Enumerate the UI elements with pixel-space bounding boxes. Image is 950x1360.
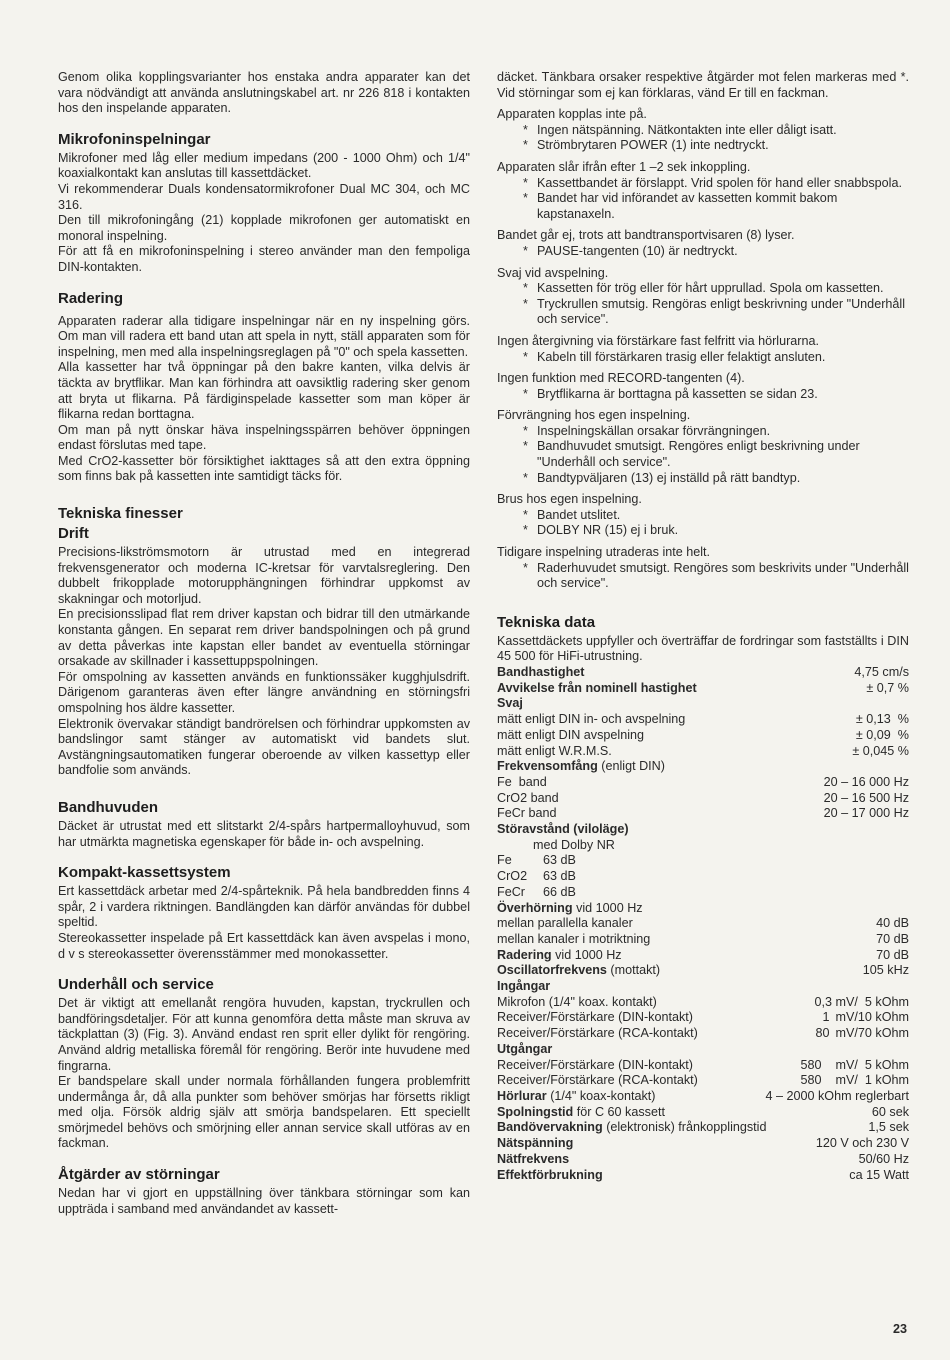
spec-value-number: 580 xyxy=(800,1073,822,1088)
spec-value: ± 0,7 % xyxy=(866,680,909,695)
spec-value: 20 – 17 000 Hz xyxy=(823,806,909,821)
spec-label: Utgångar xyxy=(497,1041,553,1056)
trouble-remedy: * Bandet utslitet. xyxy=(497,508,909,524)
paragraph: Precisions-likströmsmotorn är utrustad med en integrerad frekvensgenerator och moderna IC-kretsar för varvtalsreglering. Den dubbelt frikopplade motorupphängningen förhindrar uppkomst av skakningar och motorljud. xyxy=(58,545,470,606)
spec-label: Hörlurar xyxy=(497,1088,547,1103)
section-title-tekniska-data: Tekniska data xyxy=(497,613,596,631)
spec-value: 0,3 mV/ 5 kOhm xyxy=(814,994,909,1009)
spec-value: 20 – 16 500 Hz xyxy=(823,790,909,805)
spec-label: Ingångar xyxy=(497,979,551,994)
spec-row xyxy=(497,665,909,681)
section-title-radering: Radering xyxy=(58,289,124,307)
spec-sublabel: (mottakt) xyxy=(610,963,661,978)
spec-row xyxy=(497,1042,909,1058)
spec-value: ca 15 Watt xyxy=(849,1167,909,1182)
spec-row xyxy=(497,1152,909,1168)
spec-value: mV/ 5 kOhm xyxy=(835,1057,909,1072)
paragraph: En precisionsslipad flat rem driver kapstan och bidrar till den utmärkande konstanta gången. En separat rem driver bandspolningen och på grund av detta påverkas inte kapstan eller bandet av eventuella störningar orsakade av skillnader i kassettuppspolningen. xyxy=(58,607,470,669)
paragraph: Apparaten raderar alla tidigare inspelningar när en ny inspelning görs. Om man vill radera ett band utan att spela in nytt, ställ apparaten som för inspelning, men med alla inspelningsreglagen på "0" och spela kassetten. xyxy=(58,313,470,359)
spec-value: 66 dB xyxy=(543,884,576,899)
spec-row xyxy=(497,1073,909,1089)
trouble-remedy: * Kassetten för trög eller för hårt upprullad. Spola om kassetten. xyxy=(497,281,909,297)
spec-value-number: 80 xyxy=(815,1026,830,1041)
spec-value: 4,75 cm/s xyxy=(854,665,909,679)
spec-row xyxy=(497,979,909,995)
spec-value: 70 dB xyxy=(876,931,909,946)
spec-value-number: 580 xyxy=(800,1057,822,1072)
spec-label: Receiver/Förstärkare (RCA-kontakt) xyxy=(497,1073,698,1088)
spec-row xyxy=(497,838,909,854)
paragraph: Stereokassetter inspelade på Ert kassettdäck kan även avspelas i mono, d v s stereokassetter överensstämmer med monokassetter. xyxy=(58,930,470,961)
spec-value: 105 kHz xyxy=(862,963,909,978)
spec-value: mV/10 kOhm xyxy=(835,1010,909,1025)
spec-label: Bandhastighet xyxy=(497,665,585,679)
spec-label: Fe xyxy=(497,853,512,868)
spec-row xyxy=(497,1168,909,1184)
spec-row xyxy=(497,1058,909,1074)
spec-label: CrO2 xyxy=(497,869,528,884)
spec-row xyxy=(497,1026,909,1042)
spec-label: Avvikelse från nominell hastighet xyxy=(497,680,697,695)
spec-sublabel: (1/4" koax-kontakt) xyxy=(550,1088,656,1103)
spec-row xyxy=(497,775,909,791)
spec-sublabel: med Dolby NR xyxy=(533,837,615,852)
spec-value: mV/70 kOhm xyxy=(835,1026,909,1041)
section-title-drift: Drift xyxy=(58,525,89,543)
spec-label: Receiver/Förstärkare (DIN-kontakt) xyxy=(497,1057,693,1072)
trouble-heading: Svaj vid avspelning. xyxy=(497,265,609,280)
spec-label: Störavstånd (viloläge) xyxy=(497,822,629,837)
section-title-bandhuvuden: Bandhuvuden xyxy=(58,798,158,816)
spec-label: Effektförbrukning xyxy=(497,1167,603,1182)
trouble-remedy: * Kassettbandet är förslappt. Vrid spolen för hand eller snabbspola. xyxy=(497,176,909,192)
spec-sublabel: (elektronisk) frånkopplingstid xyxy=(606,1120,767,1135)
trouble-remedy: * Inspelningskällan orsakar förvrängningen. xyxy=(497,424,909,440)
spec-value: 120 V och 230 V xyxy=(815,1136,909,1151)
spec-label: Nätfrekvens xyxy=(497,1151,570,1166)
section-title-underhall: Underhåll och service xyxy=(58,976,214,994)
spec-label: Radering xyxy=(497,947,552,962)
section-title-atgarder: Åtgärder av störningar xyxy=(58,1166,220,1184)
spec-label: Frekvensomfång xyxy=(497,759,598,774)
spec-row xyxy=(497,869,909,885)
spec-row xyxy=(497,696,909,712)
spec-value-number: 1 xyxy=(822,1010,830,1025)
spec-label: FeCr band xyxy=(497,806,557,821)
page-number: 23 xyxy=(893,1322,908,1336)
intro-paragraph: Genom olika kopplingsvarianter hos enstaka andra apparater kan det vara nödvändigt att använda anslutningskabel art. nr 226 818 i kontakten hos den inspelande apparaten. xyxy=(58,70,470,116)
spec-row xyxy=(497,1136,909,1152)
spec-value: 40 dB xyxy=(876,916,909,931)
spec-row xyxy=(497,885,909,901)
trouble-heading: Tidigare inspelning utraderas inte helt. xyxy=(497,545,711,560)
trouble-heading: Ingen återgivning via förstärkare fast felfritt via hörlurarna. xyxy=(497,333,819,348)
spec-sublabel: vid 1000 Hz xyxy=(576,900,643,915)
paragraph: Med CrO2-kassetter bör försiktighet iakttages så att den extra öppning som finns bak på kassetten inte samtidigt täcks för. xyxy=(58,453,470,484)
spec-label: Överhörning xyxy=(497,900,573,915)
spec-label: CrO2 band xyxy=(497,790,559,805)
spec-label: Receiver/Förstärkare (RCA-kontakt) xyxy=(497,1026,698,1041)
spec-value: 1,5 sek xyxy=(868,1120,909,1135)
spec-row xyxy=(497,759,909,775)
spec-sublabel: för C 60 kassett xyxy=(576,1104,665,1119)
trouble-remedy: * Brytflikarna är borttagna på kassetten se sidan 23. xyxy=(497,387,909,403)
spec-row xyxy=(497,822,909,838)
spec-row xyxy=(497,1105,909,1121)
paragraph: Elektronik övervakar ständigt bandrörelsen och förhindrar uppkomsten av bandslingor samt stänger av automatiskt vid bandets slut. Avstängningsautomatiken fungerar oberoende av vilken kassettyp eller bandfolie som används. xyxy=(58,716,470,778)
spec-row xyxy=(497,853,909,869)
paragraph: Alla kassetter har två öppningar på den bakre kanten, vilka delvis är täckta av brytflikar. Man kan förhindra att oavsiktlig radering sker genom att bryta ut flikarna. På färdiginspelade kassetter som man köper är flikarna redan borttagna. xyxy=(58,360,470,422)
spec-row xyxy=(497,681,909,697)
spec-row xyxy=(497,712,909,728)
spec-label: Spolningstid xyxy=(497,1104,574,1119)
trouble-heading: Brus hos egen inspelning. xyxy=(497,492,642,507)
trouble-remedy: * DOLBY NR (15) ej i bruk. xyxy=(497,523,909,539)
paragraph: Er bandspelare skall under normala förhållanden fungera problemfritt undermånga år, då alla punkter som behöver smörjas har försetts rikligt med olja. Försök aldrig själv att smörja bandspelaren. Ett speciellt smörjmedel behövs och smörjning eller annan service skall utföras av en fackman. xyxy=(58,1074,470,1151)
paragraph: För omspolning av kassetten används en funktionssäker kugghjulsdrift. Därigenom garanteras även efter längre användning en störningsfri omspolning hos äldre kassetter. xyxy=(58,669,470,715)
spec-value: 20 – 16 000 Hz xyxy=(823,774,909,789)
trouble-remedy: * Bandhuvudet smutsigt. Rengöres enligt beskrivning under "Underhåll och service". xyxy=(497,439,909,470)
paragraph: Nedan har vi gjort en uppställning över tänkbara störningar som kan uppträda i samband med användandet av kassett- xyxy=(58,1186,470,1216)
spec-label: mätt enligt W.R.M.S. xyxy=(497,743,612,758)
spec-label: Mikrofon (1/4" koax. kontakt) xyxy=(497,994,657,1009)
spec-label: FeCr xyxy=(497,884,525,899)
paragraph: För att få en mikrofoninspelning i stereo använder man den fempoliga DIN-kontakten. xyxy=(58,244,470,274)
spec-row xyxy=(497,948,909,964)
paragraph: Om man på nytt önskar häva inspelningsspärren behöver öppningen endast förslutas med tape. xyxy=(58,422,470,453)
spec-label: Svaj xyxy=(497,696,523,711)
left-column xyxy=(58,70,470,1217)
trouble-remedy: * Raderhuvudet smutsigt. Rengöres som beskrivits under "Underhåll och service". xyxy=(497,561,909,592)
spec-row xyxy=(497,901,909,917)
spec-row xyxy=(497,963,909,979)
spec-label: mätt enligt DIN in- och avspelning xyxy=(497,712,686,727)
spec-label: mellan kanaler i motriktning xyxy=(497,931,651,946)
spec-table xyxy=(497,665,909,1183)
spec-value: ± 0,09 % xyxy=(855,727,909,742)
trouble-heading: Apparaten slår ifrån efter 1 –2 sek inkoppling. xyxy=(497,159,751,174)
spec-row xyxy=(497,1089,909,1105)
spec-value: 4 – 2000 kOhm reglerbart xyxy=(765,1088,909,1103)
spec-row xyxy=(497,1120,909,1136)
spec-row xyxy=(497,995,909,1011)
spec-row xyxy=(497,791,909,807)
paragraph: Den till mikrofoningång (21) kopplade mikrofonen ger automatiskt en monoral inspelning. xyxy=(58,213,470,243)
trouble-remedy: * Bandtypväljaren (13) ej inställd på rätt bandtyp. xyxy=(497,471,909,487)
spec-value: 50/60 Hz xyxy=(858,1151,909,1166)
trouble-heading: Förvrängning hos egen inspelning. xyxy=(497,408,691,423)
paragraph: Det är viktigt att emellanåt rengöra huvuden, kapstan, tryckrullen och bandföringsdetaljer. För att kunna genomföra detta måste man skruva av täckplattan (3) (Fig. 3). Använd endast ren sprit eller dylikt för rengöring. Använd aldrig metalliska föremål för rengöring. Berör inte huvudene med fingrarna. xyxy=(58,996,470,1073)
spec-value: ± 0,045 % xyxy=(852,743,909,758)
spec-row xyxy=(497,744,909,760)
section-title-tekniska-finesser: Tekniska finesser xyxy=(58,505,183,523)
paragraph: Ert kassettdäck arbetar med 2/4-spårteknik. På hela bandbredden finns 4 spår, 2 i vardera riktningen. Bandlängden kan därför användas för dubbel speltid. xyxy=(58,884,470,930)
spec-row xyxy=(497,932,909,948)
spec-value: 63 dB xyxy=(543,869,576,884)
trouble-remedy: * PAUSE-tangenten (10) är nedtryckt. xyxy=(497,244,909,260)
trouble-remedy: * Strömbrytaren POWER (1) inte nedtryckt. xyxy=(497,138,909,154)
spec-label: Nätspänning xyxy=(497,1136,574,1151)
trouble-heading: Apparaten kopplas inte på. xyxy=(497,107,647,122)
spec-row xyxy=(497,806,909,822)
paragraph: Däcket är utrustat med ett slitstarkt 2/4-spårs hartpermalloyhuvud, som har utmärkta magnetiska egenskaper för både in- och avspelning. xyxy=(58,818,470,849)
section-title-mikrofon: Mikrofoninspelningar xyxy=(58,130,211,148)
spec-label: Bandövervakning xyxy=(497,1120,603,1135)
spec-label: Receiver/Förstärkare (DIN-kontakt) xyxy=(497,1010,693,1025)
paragraph: Mikrofoner med låg eller medium impedans (200 - 1000 Ohm) och 1/4" koaxialkontakt kan anslutas till kassettdäcket. xyxy=(58,150,470,181)
spec-value: 63 dB xyxy=(543,853,576,868)
paragraph: Vi rekommenderar Duals kondensatormikrofoner Dual MC 304, och MC 316. xyxy=(58,181,470,212)
spec-row xyxy=(497,916,909,932)
trouble-remedy: * Kabeln till förstärkaren trasig eller felaktigt ansluten. xyxy=(497,350,909,366)
trouble-remedy: * Ingen nätspänning. Nätkontakten inte eller dåligt isatt. xyxy=(497,123,909,139)
spec-sublabel: (enligt DIN) xyxy=(601,759,665,774)
spec-value: mV/ 1 kOhm xyxy=(835,1073,909,1088)
spec-label: mellan parallella kanaler xyxy=(497,916,633,931)
trouble-remedy: * Bandet har vid införandet av kassetten kommit bakom kapstanaxeln. xyxy=(497,191,909,222)
trouble-heading: Bandet går ej, trots att bandtransportvisaren (8) lyser. xyxy=(497,228,795,243)
spec-value: 60 sek xyxy=(871,1104,909,1119)
spec-row xyxy=(497,728,909,744)
spec-sublabel: vid 1000 Hz xyxy=(555,947,622,962)
trouble-remedy: * Tryckrullen smutsig. Rengöras enligt beskrivning under "Underhåll och service". xyxy=(497,297,909,328)
spec-label: mätt enligt DIN avspelning xyxy=(497,727,644,742)
spec-value: 70 dB xyxy=(876,947,909,962)
continuation-paragraph: däcket. Tänkbara orsaker respektive åtgärder mot felen markeras med *. Vid störningar som ej kan förklaras, vänd Er till en fackman. xyxy=(497,70,909,100)
trouble-heading: Ingen funktion med RECORD-tangenten (4). xyxy=(497,371,745,386)
right-column xyxy=(497,70,909,1183)
spec-label: Fe band xyxy=(497,774,547,789)
spec-label: Oscillatorfrekvens xyxy=(497,963,607,978)
spec-row xyxy=(497,1010,909,1026)
spec-value: ± 0,13 % xyxy=(855,712,909,727)
section-title-kompakt-kassettsystem: Kompakt-kassettsystem xyxy=(58,864,231,882)
paragraph: Kassettdäckets uppfyller och överträffar de fordringar som fastställts i DIN 45 500 för HiFi-utrustning. xyxy=(497,633,909,664)
